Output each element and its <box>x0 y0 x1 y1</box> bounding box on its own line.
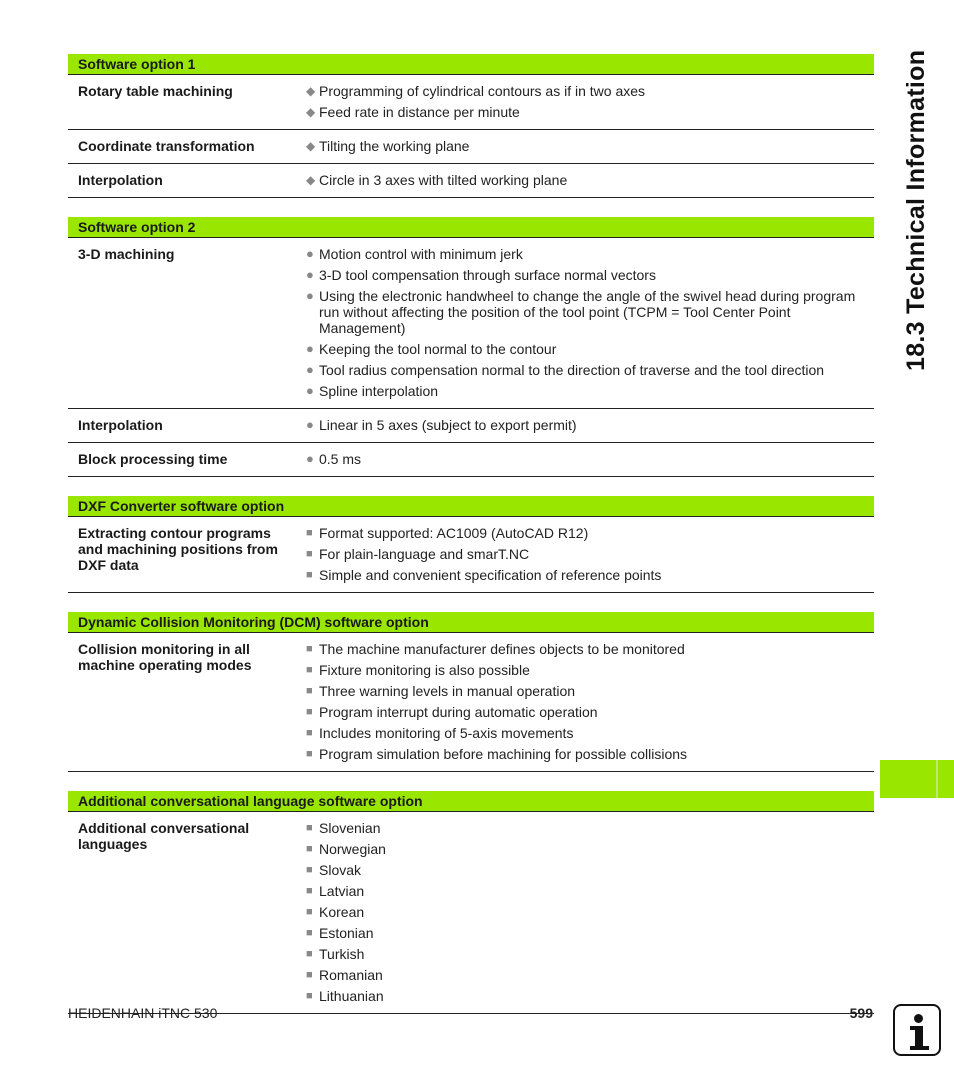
spec-item-text: Slovak <box>319 862 362 878</box>
spec-label: Extracting contour programs and machining positions from DXF data <box>78 525 278 573</box>
square-bullet-icon: ■ <box>306 569 313 581</box>
spec-item-text: 0.5 ms <box>319 451 362 467</box>
spec-item-text: Using the electronic handwheel to change the angle of the swivel head during program run without affecting the position of the tool point (TCPM = Tool Center Point Management) <box>319 288 856 336</box>
dot-bullet-icon: ● <box>306 383 314 398</box>
square-bullet-icon: ■ <box>306 885 313 897</box>
spec-item-text: Estonian <box>319 925 374 941</box>
spec-item-text: Keeping the tool normal to the contour <box>319 341 557 357</box>
spec-item <box>306 841 874 857</box>
spec-section <box>68 496 874 593</box>
spec-items <box>296 525 874 583</box>
section-header: Software option 1 <box>68 54 874 75</box>
spec-items <box>296 451 874 467</box>
spec-item-text: Simple and convenient specification of reference points <box>319 567 662 583</box>
section-header: DXF Converter software option <box>68 496 874 517</box>
spec-section <box>68 54 874 198</box>
spec-row <box>68 443 874 477</box>
spec-item-text: For plain-language and smarT.NC <box>319 546 530 562</box>
spec-item-text: Turkish <box>319 946 365 962</box>
spec-row <box>68 409 874 443</box>
spec-item-text: Format supported: AC1009 (AutoCAD R12) <box>319 525 589 541</box>
dot-bullet-icon: ● <box>306 288 314 303</box>
square-bullet-icon: ■ <box>306 748 313 760</box>
spec-item <box>306 288 874 336</box>
spec-item <box>306 662 874 678</box>
dot-bullet-icon: ● <box>306 341 314 356</box>
spec-row <box>68 75 874 130</box>
spec-item-text: Norwegian <box>319 841 386 857</box>
spec-item-text: 3-D tool compensation through surface normal vectors <box>319 267 656 283</box>
square-bullet-icon: ■ <box>306 906 313 918</box>
spec-item <box>306 925 874 941</box>
page-number: 599 <box>849 1005 873 1021</box>
spec-section <box>68 612 874 772</box>
spec-items <box>296 138 874 154</box>
spec-item <box>306 567 874 583</box>
footer-product-name: HEIDENHAIN iTNC 530 <box>68 1005 218 1021</box>
spec-item-text: Spline interpolation <box>319 383 439 399</box>
spec-item-text: Three warning levels in manual operation <box>319 683 576 699</box>
square-bullet-icon: ■ <box>306 843 313 855</box>
spec-items <box>296 83 874 120</box>
square-bullet-icon: ■ <box>306 990 313 1002</box>
spec-item <box>306 525 874 541</box>
spec-item <box>306 341 874 357</box>
spec-item <box>306 383 874 399</box>
spec-item <box>306 104 874 120</box>
diamond-bullet-icon: ◆ <box>306 105 316 119</box>
spec-item <box>306 83 874 99</box>
spec-item-text: Korean <box>319 904 365 920</box>
dot-bullet-icon: ● <box>306 362 314 377</box>
diamond-bullet-icon: ◆ <box>306 84 316 98</box>
spec-item-text: Fixture monitoring is also possible <box>319 662 530 678</box>
spec-label: Interpolation <box>78 172 163 188</box>
spec-item <box>306 862 874 878</box>
square-bullet-icon: ■ <box>306 664 313 676</box>
spec-item-text: Linear in 5 axes (subject to export permit) <box>319 417 577 433</box>
spec-section <box>68 217 874 477</box>
square-bullet-icon: ■ <box>306 864 313 876</box>
spec-item <box>306 883 874 899</box>
spec-label: Block processing time <box>78 451 228 467</box>
square-bullet-icon: ■ <box>306 727 313 739</box>
spec-item <box>306 704 874 720</box>
info-icon <box>893 1004 941 1056</box>
spec-label: Collision monitoring in all machine operating modes <box>78 641 252 673</box>
spec-item <box>306 546 874 562</box>
spec-item <box>306 967 874 983</box>
spec-item-text: Latvian <box>319 883 365 899</box>
spec-item <box>306 641 874 657</box>
spec-item-text: The machine manufacturer defines objects to be monitored <box>319 641 685 657</box>
diamond-bullet-icon: ◆ <box>306 139 316 153</box>
spec-item-text: Circle in 3 axes with tilted working plane <box>319 172 568 188</box>
section-header: Dynamic Collision Monitoring (DCM) software option <box>68 612 874 633</box>
spec-items <box>296 820 874 1004</box>
spec-label: Additional conversational languages <box>78 820 250 852</box>
spec-item-text: Program interrupt during automatic operation <box>319 704 598 720</box>
spec-item <box>306 246 874 262</box>
chapter-side-title: 18.3 Technical Information <box>902 49 930 371</box>
dot-bullet-icon: ● <box>306 451 314 466</box>
square-bullet-icon: ■ <box>306 948 313 960</box>
spec-item-text: Program simulation before machining for possible collisions <box>319 746 688 762</box>
spec-item <box>306 904 874 920</box>
diamond-bullet-icon: ◆ <box>306 173 316 187</box>
dot-bullet-icon: ● <box>306 246 314 261</box>
spec-item <box>306 746 874 762</box>
spec-item-text: Tilting the working plane <box>319 138 470 154</box>
square-bullet-icon: ■ <box>306 685 313 697</box>
spec-item <box>306 725 874 741</box>
spec-row <box>68 164 874 198</box>
spec-section <box>68 791 874 1014</box>
spec-items <box>296 641 874 762</box>
spec-item <box>306 267 874 283</box>
square-bullet-icon: ■ <box>306 643 313 655</box>
spec-item-text: Slovenian <box>319 820 381 836</box>
square-bullet-icon: ■ <box>306 927 313 939</box>
spec-items <box>296 417 874 433</box>
spec-items <box>296 172 874 188</box>
square-bullet-icon: ■ <box>306 527 313 539</box>
spec-item <box>306 451 874 467</box>
spec-row <box>68 517 874 593</box>
spec-label: Rotary table machining <box>78 83 233 99</box>
spec-item <box>306 683 874 699</box>
spec-item <box>306 820 874 836</box>
spec-label: Interpolation <box>78 417 163 433</box>
spec-item <box>306 988 874 1004</box>
spec-item-text: Tool radius compensation normal to the direction of traverse and the tool direction <box>319 362 825 378</box>
spec-item <box>306 946 874 962</box>
dot-bullet-icon: ● <box>306 267 314 282</box>
spec-item-text: Feed rate in distance per minute <box>319 104 520 120</box>
dot-bullet-icon: ● <box>306 417 314 432</box>
spec-row <box>68 238 874 409</box>
spec-item <box>306 138 874 154</box>
spec-item-text: Includes monitoring of 5-axis movements <box>319 725 574 741</box>
section-header: Software option 2 <box>68 217 874 238</box>
spec-label: 3-D machining <box>78 246 175 262</box>
square-bullet-icon: ■ <box>306 706 313 718</box>
square-bullet-icon: ■ <box>306 822 313 834</box>
spec-row <box>68 130 874 164</box>
spec-row <box>68 633 874 772</box>
spec-item-text: Lithuanian <box>319 988 384 1004</box>
spec-row <box>68 812 874 1014</box>
square-bullet-icon: ■ <box>306 969 313 981</box>
spec-item <box>306 172 874 188</box>
spec-tables <box>68 54 874 1033</box>
spec-item <box>306 417 874 433</box>
square-bullet-icon: ■ <box>306 548 313 560</box>
spec-item <box>306 362 874 378</box>
spec-item-text: Romanian <box>319 967 383 983</box>
spec-item-text: Motion control with minimum jerk <box>319 246 523 262</box>
spec-items <box>296 246 874 399</box>
spec-label: Coordinate transformation <box>78 138 255 154</box>
spec-item-text: Programming of cylindrical contours as if in two axes <box>319 83 646 99</box>
chapter-tab-marker <box>880 760 954 798</box>
section-header: Additional conversational language software option <box>68 791 874 812</box>
